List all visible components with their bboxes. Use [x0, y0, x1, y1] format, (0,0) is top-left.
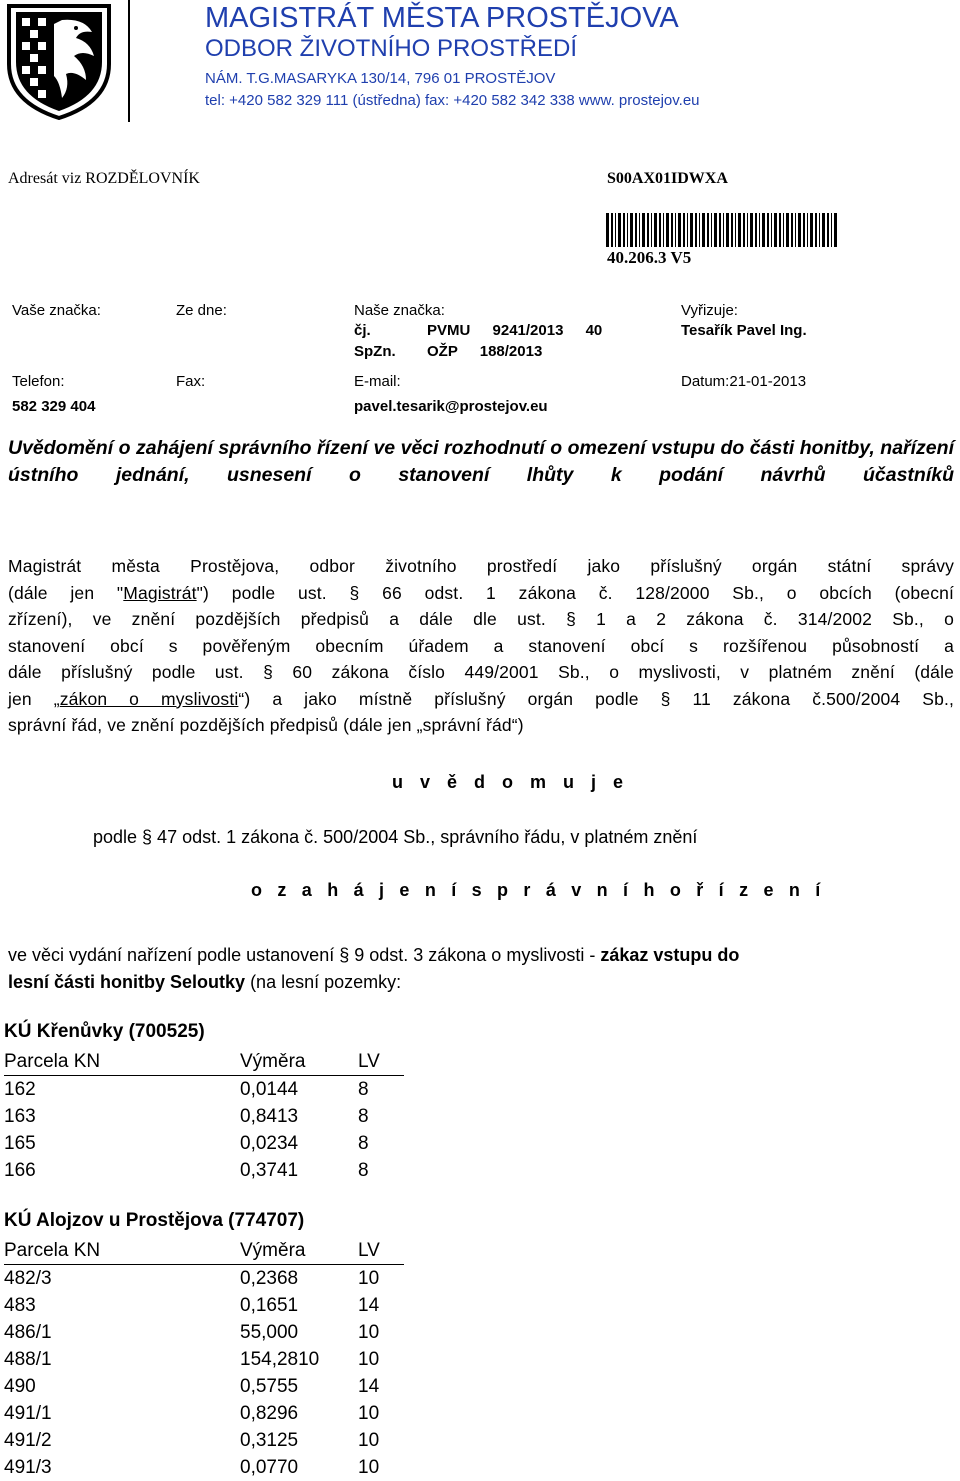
cj-label: čj. — [354, 322, 371, 339]
table-row: 490 0,5755 14 — [4, 1376, 380, 1397]
org-address: NÁM. T.G.MASARYKA 130/14, 796 01 PROSTĚJOV — [205, 70, 556, 87]
table-row: 165 0,0234 8 — [4, 1133, 369, 1154]
table-row: 488/1 154,2810 10 — [4, 1349, 380, 1370]
table-header: Parcela KN Výměra LV — [4, 1237, 404, 1265]
body-line: (dále jen "Magistrát") podle ust. § 66 odst. 1 zákona č. 128/2000 Sb., o obcích (obecní — [8, 582, 954, 603]
fax-label: Fax: — [176, 373, 206, 390]
uvedomuje-heading: u v ě d o m u j e — [392, 772, 630, 792]
table-row: 483 0,1651 14 — [4, 1295, 380, 1316]
nase-znacka-label: Naše značka: — [354, 302, 445, 319]
email-value: pavel.tesarik@prostejov.eu — [354, 398, 548, 415]
table-row: 162 0,0144 8 — [4, 1079, 369, 1100]
document-title: Uvědomění o zahájení správního řízení ve věci rozhodnutí o omezení vstupu do části honitby, nařízení ústního jednání, usnesení o stanovení lhůty k podání návrhů účastníků — [8, 437, 954, 486]
table-row: 491/2 0,3125 10 — [4, 1430, 380, 1451]
telefon-value: 582 329 404 — [12, 398, 96, 415]
vyrizuje-label: Vyřizuje: — [681, 302, 738, 319]
table-row: 482/3 0,2368 10 — [4, 1268, 380, 1289]
addressee: Adresát viz ROZDĚLOVNÍK — [8, 170, 200, 187]
telefon-label: Telefon: — [12, 373, 65, 390]
body-line: zřízení), ve znění pozdějších předpisů a dále dle ust. § 1 a 2 zákona č. 314/2002 Sb., o — [8, 609, 954, 629]
body-line: jen „zákon o myslivosti“) a jako místně příslušný orgán podle § 11 zákona č.500/2004 Sb., — [8, 688, 955, 709]
cj-value: PVMU 9241/2013 40 — [427, 322, 603, 339]
body-line: správní řád, ve znění pozdějších předpisů (dále jen „správní řád“) — [8, 715, 524, 735]
document-code: S00AX01IDWXA — [607, 170, 728, 187]
org-department: ODBOR ŽIVOTNÍHO PROSTŘEDÍ — [205, 35, 578, 62]
body-line: dále příslušný podle ust. § 60 zákona číslo 449/2001 Sb., o myslivosti, v platném znění (dále — [8, 662, 954, 682]
spzn-value: OŽP 188/2013 — [427, 343, 543, 360]
email-label: E-mail: — [354, 373, 401, 390]
org-name: MAGISTRÁT MĚSTA PROSTĚJOVA — [205, 2, 679, 34]
legal-basis: podle § 47 odst. 1 zákona č. 500/2004 Sb., správního řádu, v platném znění — [93, 827, 698, 847]
ze-dne-label: Ze dne: — [176, 302, 227, 319]
body-line: stanovení obcí s pověřeným obecním úřadem a stanovení obcí s rozšířenou působností a — [8, 635, 954, 656]
datum: Datum:21-01-2013 — [681, 373, 807, 390]
table-row: 491/3 0,0770 10 — [4, 1457, 380, 1478]
city-crest-icon — [4, 2, 114, 120]
table-header: Parcela KN Výměra LV — [4, 1048, 404, 1076]
ku-title: KÚ Křenůvky (700525) — [4, 1021, 205, 1042]
subject-paragraph: ve věci vydání nařízení podle ustanovení § 9 odst. 3 zákona o myslivosti - zákaz vstupu do lesní části honitby Seloutky (na lesní pozemky: — [8, 945, 740, 992]
document-version: 40.206.3 V5 — [607, 248, 692, 267]
ku-title: KÚ Alojzov u Prostějova (774707) — [4, 1210, 305, 1231]
spzn-label: SpZn. — [354, 343, 396, 360]
barcode-icon — [606, 213, 838, 247]
parcel-table — [4, 1048, 404, 1184]
header-divider — [128, 0, 130, 122]
parcel-table — [4, 1237, 404, 1481]
body-paragraph — [8, 553, 954, 739]
body-line: Magistrát města Prostějova, odbor životního prostředí jako příslušný orgán státní správy — [8, 556, 954, 576]
vase-znacka-label: Vaše značka: — [12, 302, 101, 319]
org-contacts: tel: +420 582 329 111 (ústředna) fax: +420 582 342 338 www. prostejov.eu — [205, 92, 700, 109]
vyrizuje-value: Tesařík Pavel Ing. — [681, 322, 807, 339]
table-row: 163 0,8413 8 — [4, 1106, 369, 1127]
zahajeni-heading: o z a h á j e n í s p r á v n í h o ř í z e n í — [251, 880, 826, 900]
table-row: 491/1 0,8296 10 — [4, 1403, 380, 1424]
table-row: 486/1 55,000 10 — [4, 1322, 380, 1343]
table-row: 166 0,3741 8 — [4, 1160, 369, 1181]
